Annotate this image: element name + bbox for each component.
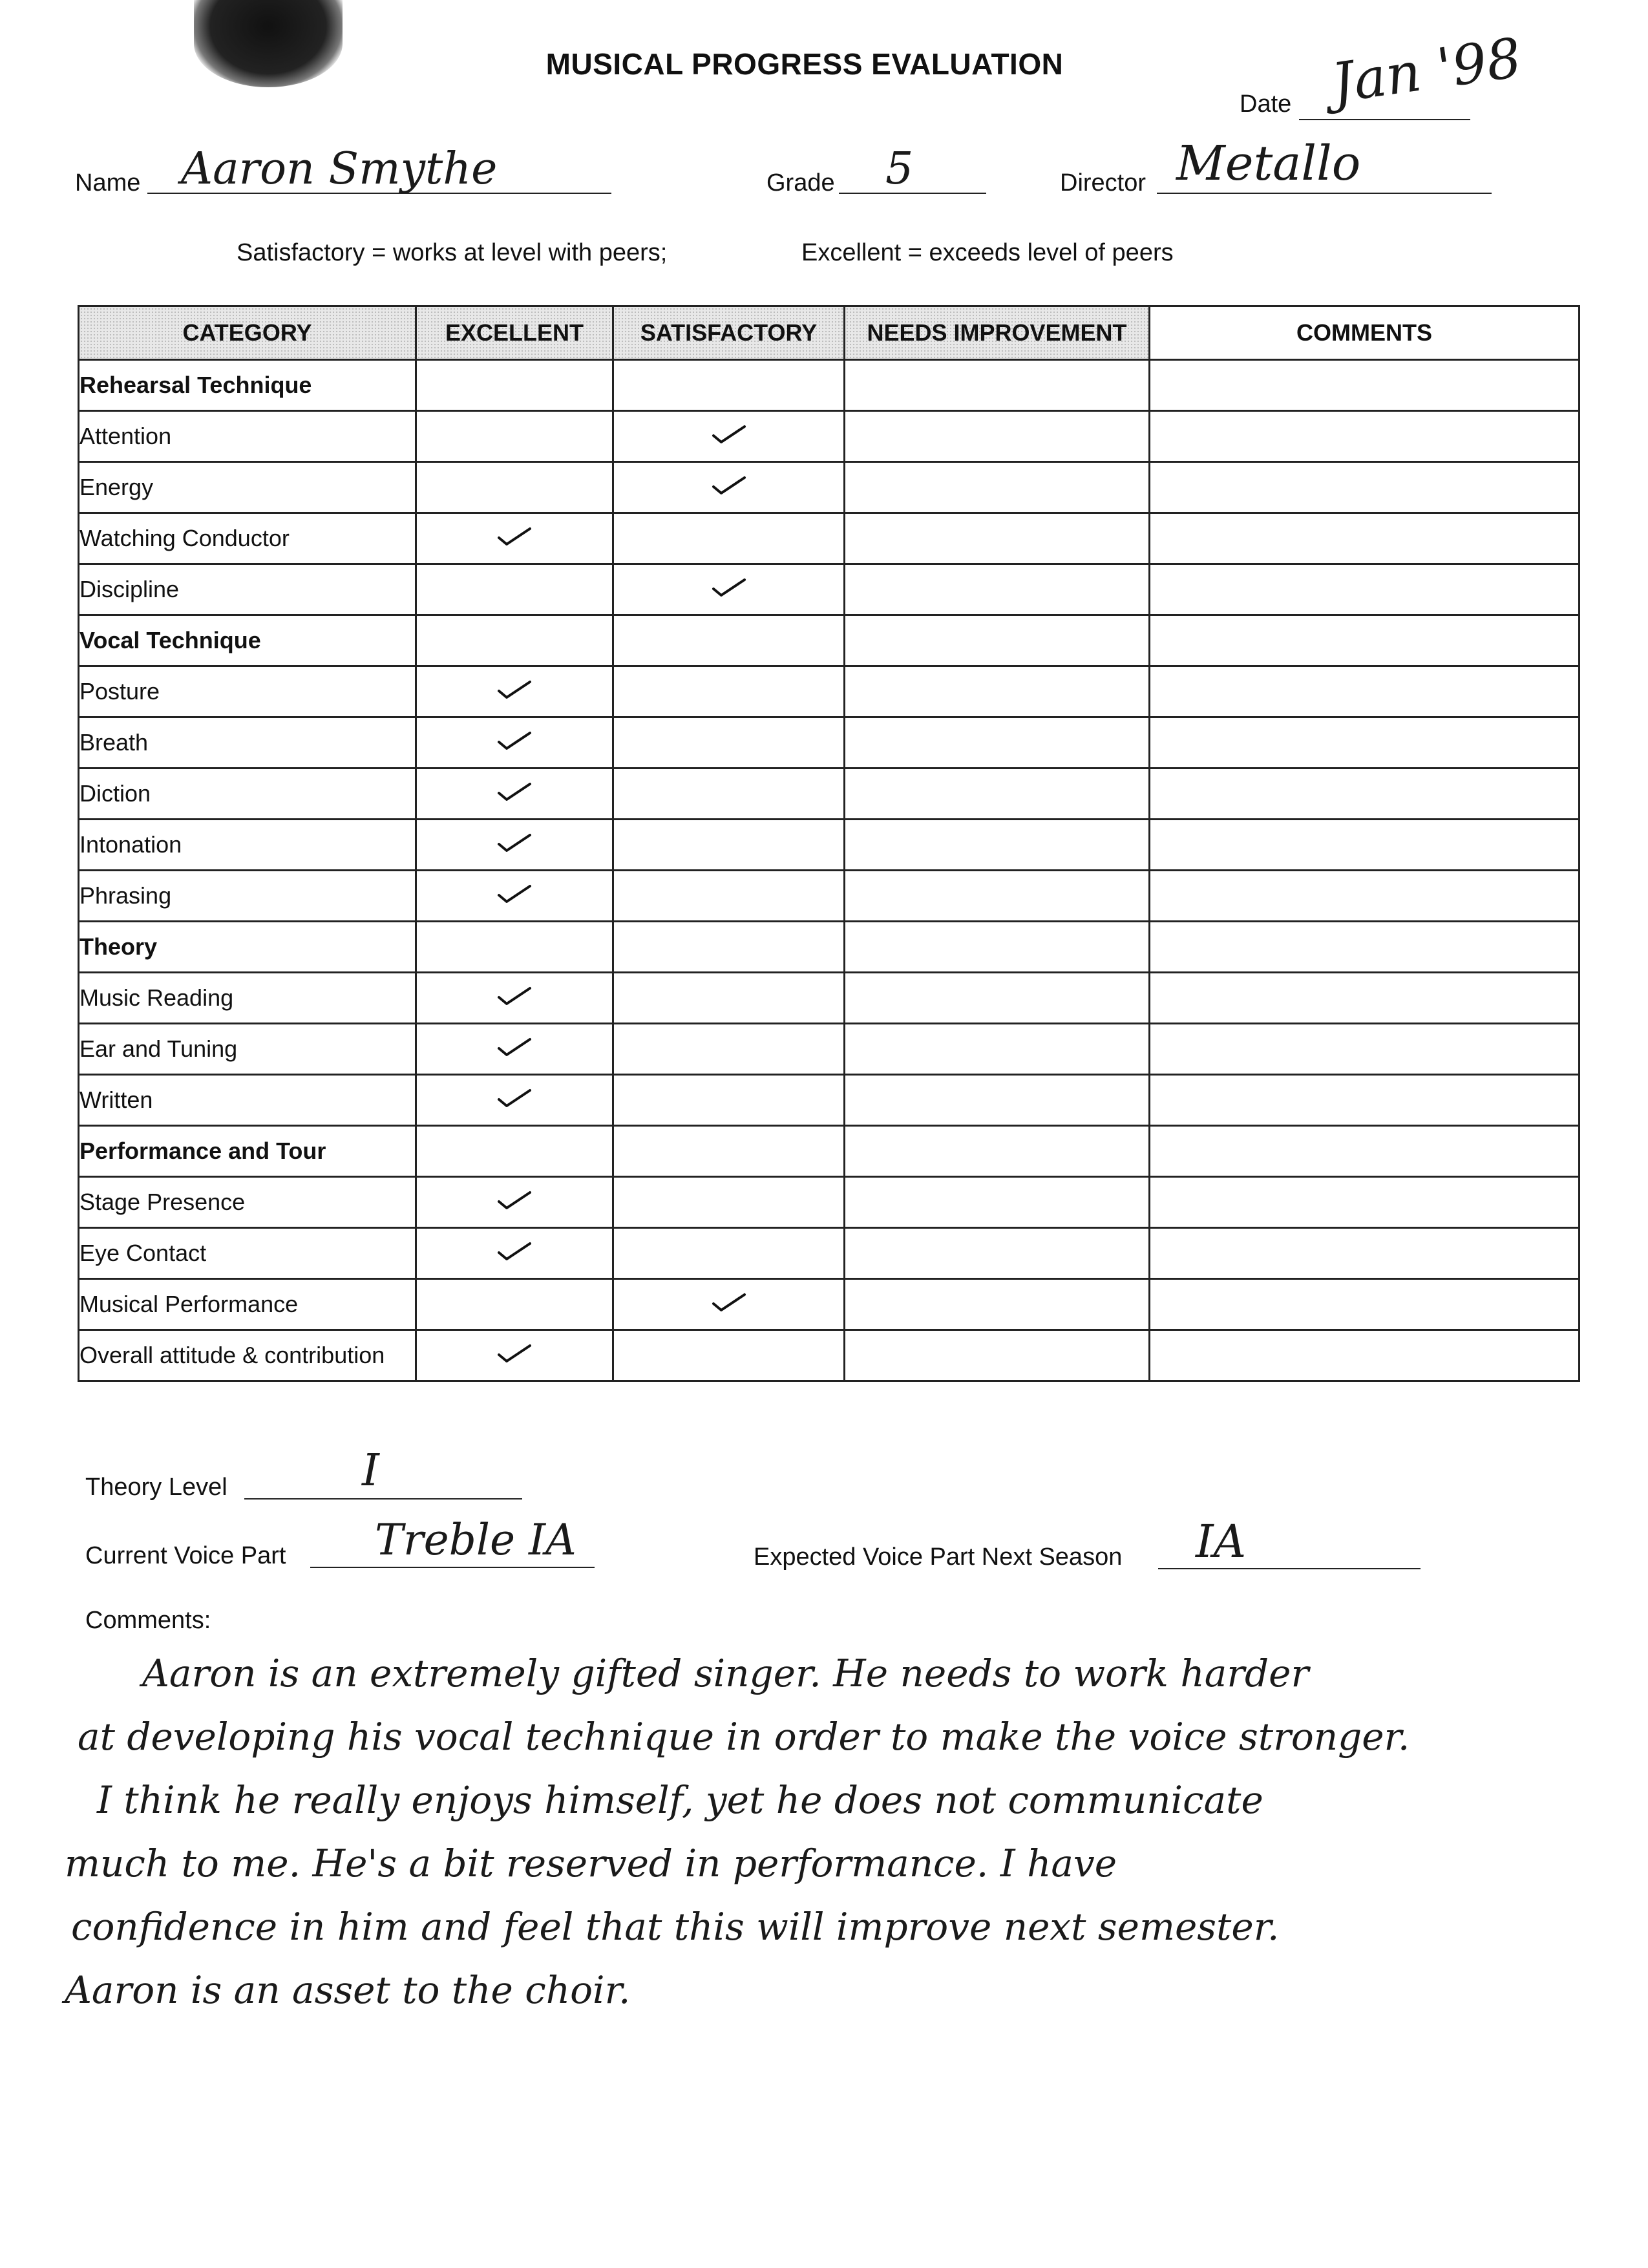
category-label: Intonation (79, 820, 416, 871)
name-label: Name (75, 169, 141, 196)
satisfactory-cell (613, 513, 845, 564)
checkmark-icon (711, 1291, 747, 1313)
needs-improvement-cell (845, 922, 1150, 973)
checkmark-icon (496, 1189, 533, 1211)
excellent-cell (416, 462, 613, 513)
header-excellent: EXCELLENT (416, 306, 613, 360)
satisfactory-cell (613, 820, 845, 871)
table-row (79, 1279, 1579, 1330)
needs-improvement-cell (845, 1075, 1150, 1126)
expected-voice-value: IA (1196, 1515, 1247, 1568)
table-row (79, 564, 1579, 615)
needs-improvement-cell (845, 666, 1150, 717)
needs-improvement-cell (845, 871, 1150, 922)
comments-cell (1150, 768, 1579, 820)
table-row (79, 513, 1579, 564)
excellent-cell (416, 1228, 613, 1279)
excellent-cell (416, 564, 613, 615)
needs-improvement-cell (845, 513, 1150, 564)
table-row (79, 1075, 1579, 1126)
header-category: CATEGORY (79, 306, 416, 360)
comments-cell (1150, 564, 1579, 615)
category-label: Phrasing (79, 871, 416, 922)
form-title: MUSICAL PROGRESS EVALUATION (545, 47, 1064, 81)
excellent-cell (416, 1126, 613, 1177)
needs-improvement-cell (845, 1330, 1150, 1381)
satisfactory-cell (613, 922, 845, 973)
comments-cell (1150, 871, 1579, 922)
needs-improvement-cell (845, 1228, 1150, 1279)
comments-cell (1150, 666, 1579, 717)
comments-cell (1150, 615, 1579, 666)
comment-line: I think he really enjoys himself, yet he does not communicate (97, 1778, 1263, 1822)
needs-improvement-cell (845, 1177, 1150, 1228)
excellent-cell (416, 973, 613, 1024)
comments-cell (1150, 1330, 1579, 1381)
satisfactory-cell (613, 1279, 845, 1330)
table-row (79, 1330, 1579, 1381)
date-value: Jan '98 (1327, 25, 1525, 116)
comments-cell (1150, 922, 1579, 973)
comment-line: Aaron is an extremely gifted singer. He needs to work harder (142, 1651, 1309, 1695)
comments-cell (1150, 1126, 1579, 1177)
checkmark-icon (496, 780, 533, 802)
checkmark-icon (496, 678, 533, 700)
comments-cell (1150, 462, 1579, 513)
checkmark-icon (496, 882, 533, 904)
satisfactory-cell (613, 1228, 845, 1279)
excellent-cell (416, 820, 613, 871)
date-label: Date (1240, 90, 1292, 118)
name-value: Aaron Smythe (181, 143, 498, 195)
needs-improvement-cell (845, 615, 1150, 666)
needs-improvement-cell (845, 1279, 1150, 1330)
date-line (1299, 119, 1470, 120)
satisfactory-cell (613, 564, 845, 615)
table-row (79, 768, 1579, 820)
checkmark-icon (496, 831, 533, 853)
satisfactory-cell (613, 871, 845, 922)
satisfactory-cell (613, 1126, 845, 1177)
director-value: Metallo (1176, 136, 1361, 191)
category-label: Stage Presence (79, 1177, 416, 1228)
needs-improvement-cell (845, 411, 1150, 462)
comments-text (58, 1642, 1609, 2022)
table-section-row (79, 360, 1579, 411)
table-row (79, 820, 1579, 871)
checkmark-icon (496, 525, 533, 547)
category-label: Energy (79, 462, 416, 513)
table-row (79, 1177, 1579, 1228)
comment-line: at developing his vocal technique in order to make the voice stronger. (78, 1715, 1410, 1759)
comments-cell (1150, 1177, 1579, 1228)
comments-cell (1150, 411, 1579, 462)
director-line (1157, 193, 1492, 194)
table-section-row (79, 922, 1579, 973)
needs-improvement-cell (845, 1024, 1150, 1075)
table-row (79, 973, 1579, 1024)
needs-improvement-cell (845, 1126, 1150, 1177)
theory-level-line (244, 1498, 522, 1500)
satisfactory-cell (613, 973, 845, 1024)
comments-cell (1150, 513, 1579, 564)
checkmark-icon (496, 1342, 533, 1364)
category-label: Eye Contact (79, 1228, 416, 1279)
category-label: Attention (79, 411, 416, 462)
table-row (79, 1024, 1579, 1075)
excellent-cell (416, 411, 613, 462)
current-voice-value: Treble IA (375, 1515, 576, 1565)
checkmark-icon (711, 576, 747, 598)
director-label: Director (1060, 169, 1146, 196)
satisfactory-cell (613, 615, 845, 666)
excellent-cell (416, 717, 613, 768)
comments-cell (1150, 1228, 1579, 1279)
legend-excellent: Excellent = exceeds level of peers (801, 239, 1174, 266)
header-comments: COMMENTS (1150, 306, 1579, 360)
satisfactory-cell (613, 1177, 845, 1228)
legend-satisfactory: Satisfactory = works at level with peers; (237, 239, 668, 266)
table-row (79, 462, 1579, 513)
excellent-cell (416, 1024, 613, 1075)
comments-cell (1150, 1024, 1579, 1075)
table-section-row (79, 615, 1579, 666)
satisfactory-cell (613, 768, 845, 820)
comments-cell (1150, 973, 1579, 1024)
satisfactory-cell (613, 462, 845, 513)
comment-line: much to me. He's a bit reserved in performance. I have (65, 1841, 1117, 1885)
category-label: Written (79, 1075, 416, 1126)
grade-label: Grade (766, 169, 835, 196)
current-voice-label: Current Voice Part (85, 1542, 286, 1569)
comment-line: confidence in him and feel that this will improve next semester. (71, 1905, 1280, 1949)
section-label: Theory (79, 922, 416, 973)
excellent-cell (416, 1330, 613, 1381)
excellent-cell (416, 360, 613, 411)
needs-improvement-cell (845, 717, 1150, 768)
table-section-row (79, 1126, 1579, 1177)
needs-improvement-cell (845, 973, 1150, 1024)
category-label: Musical Performance (79, 1279, 416, 1330)
checkmark-icon (496, 1086, 533, 1108)
category-label: Breath (79, 717, 416, 768)
needs-improvement-cell (845, 360, 1150, 411)
checkmark-icon (496, 984, 533, 1006)
needs-improvement-cell (845, 564, 1150, 615)
needs-improvement-cell (845, 768, 1150, 820)
excellent-cell (416, 1177, 613, 1228)
current-voice-line (310, 1567, 595, 1568)
category-label: Music Reading (79, 973, 416, 1024)
excellent-cell (416, 922, 613, 973)
comments-cell (1150, 1075, 1579, 1126)
comments-cell (1150, 717, 1579, 768)
grade-value: 5 (885, 143, 914, 195)
theory-level-value: I (362, 1445, 379, 1496)
checkmark-icon (496, 1035, 533, 1057)
category-label: Ear and Tuning (79, 1024, 416, 1075)
satisfactory-cell (613, 1075, 845, 1126)
section-label: Rehearsal Technique (79, 360, 416, 411)
satisfactory-cell (613, 717, 845, 768)
satisfactory-cell (613, 666, 845, 717)
category-label: Watching Conductor (79, 513, 416, 564)
expected-voice-line (1158, 1568, 1421, 1569)
category-label: Posture (79, 666, 416, 717)
category-label: Diction (79, 768, 416, 820)
excellent-cell (416, 666, 613, 717)
satisfactory-cell (613, 360, 845, 411)
excellent-cell (416, 871, 613, 922)
satisfactory-cell (613, 411, 845, 462)
table-body (79, 360, 1579, 1381)
comment-line: Aaron is an asset to the choir. (65, 1968, 631, 2012)
section-label: Performance and Tour (79, 1126, 416, 1177)
comments-cell (1150, 820, 1579, 871)
table-row (79, 871, 1579, 922)
comments-cell (1150, 360, 1579, 411)
excellent-cell (416, 513, 613, 564)
header-needs-improvement: NEEDS IMPROVEMENT (845, 306, 1150, 360)
table-header-row (79, 306, 1579, 360)
expected-voice-label: Expected Voice Part Next Season (754, 1543, 1123, 1571)
theory-level-label: Theory Level (85, 1474, 227, 1501)
satisfactory-cell (613, 1024, 845, 1075)
checkmark-icon (496, 1240, 533, 1262)
checkmark-icon (496, 729, 533, 751)
category-label: Discipline (79, 564, 416, 615)
excellent-cell (416, 1279, 613, 1330)
excellent-cell (416, 768, 613, 820)
satisfactory-cell (613, 1330, 845, 1381)
category-label: Overall attitude & contribution (79, 1330, 416, 1381)
evaluation-table (78, 305, 1580, 1382)
excellent-cell (416, 1075, 613, 1126)
checkmark-icon (711, 423, 747, 445)
table-row (79, 717, 1579, 768)
needs-improvement-cell (845, 820, 1150, 871)
table-row (79, 411, 1579, 462)
needs-improvement-cell (845, 462, 1150, 513)
checkmark-icon (711, 474, 747, 496)
table-row (79, 1228, 1579, 1279)
comments-cell (1150, 1279, 1579, 1330)
section-label: Vocal Technique (79, 615, 416, 666)
table-row (79, 666, 1579, 717)
header-satisfactory: SATISFACTORY (613, 306, 845, 360)
comments-label: Comments: (85, 1607, 211, 1634)
excellent-cell (416, 615, 613, 666)
